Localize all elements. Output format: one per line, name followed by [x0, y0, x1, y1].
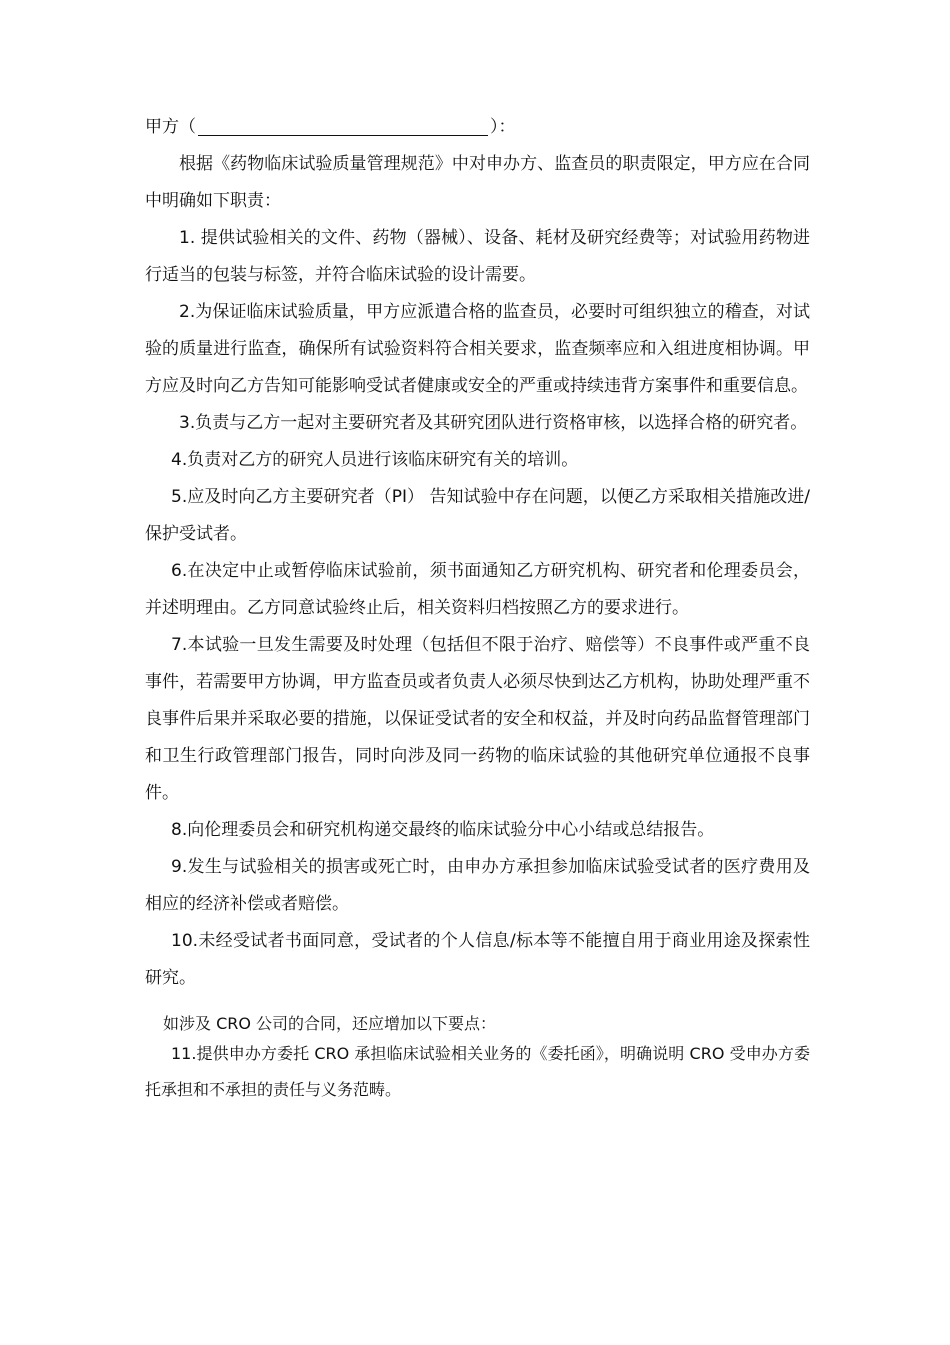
duty-item-11: 11.提供申办方委托 CRO 承担临床试验相关业务的《委托函》，明确说明 CRO 受申办方委托承担和不承担的责任与义务范畴。 [145, 1044, 810, 1099]
intro-paragraph: 根据《药物临床试验质量管理规范》中对申办方、监查员的职责限定，甲方应在合同中明确如下职责： [145, 154, 810, 211]
party-a-blank [198, 113, 488, 136]
duty-item-8: 8.向伦理委员会和研究机构递交最终的临床试验分中心小结或总结报告。 [171, 820, 715, 840]
party-a-line [145, 109, 810, 146]
party-a-suffix: ）： [490, 117, 516, 137]
duty-item-7: 7.本试验一旦发生需要及时处理（包括但不限于治疗、赔偿等）不良事件或严重不良事件，若需要甲方协调，甲方监查员或者负责人必须尽快到达乙方机构，协助处理严重不良事件后果并采取必要的措施，以保证受试者的安全和权益，并及时向药品监督管理部门和卫生行政管理部门报告，同时向涉及同一药物的临床试验的其他研究单位通报不良事件。 [145, 635, 810, 803]
duty-item-3: 3.负责与乙方一起对主要研究者及其研究团队进行资格审核，以选择合格的研究者。 [179, 413, 808, 433]
duty-item-5: 5.应及时向乙方主要研究者（PI） 告知试验中存在问题，以便乙方采取相关措施改进/保护受试者。 [145, 487, 810, 544]
duty-item-9: 9.发生与试验相关的损害或死亡时，由申办方承担参加临床试验受试者的医疗费用及相应的经济补偿或者赔偿。 [145, 857, 810, 914]
duty-item-2: 2.为保证临床试验质量，甲方应派遣合格的监查员，必要时可组织独立的稽查，对试验的质量进行监查，确保所有试验资料符合相关要求，监查频率应和入组进度相协调。甲方应及时向乙方告知可能影响受试者健康或安全的严重或持续违背方案事件和重要信息。 [145, 302, 810, 396]
duty-item-4: 4.负责对乙方的研究人员进行该临床研究有关的培训。 [171, 450, 579, 470]
duty-item-10: 10.未经受试者书面同意，受试者的个人信息/标本等不能擅自用于商业用途及探索性研究。 [145, 931, 810, 988]
document-body [145, 109, 810, 1108]
party-a-label: 甲方（ [145, 117, 196, 137]
cro-intro: 如涉及 CRO 公司的合同，还应增加以下要点： [163, 1014, 497, 1033]
duty-item-1: 1. 提供试验相关的文件、药物（器械）、设备、耗材及研究经费等；对试验用药物进行适当的包装与标签，并符合临床试验的设计需要。 [145, 228, 810, 285]
duty-item-6: 6.在决定中止或暂停临床试验前，须书面通知乙方研究机构、研究者和伦理委员会，并述明理由。乙方同意试验终止后，相关资料归档按照乙方的要求进行。 [145, 561, 810, 618]
